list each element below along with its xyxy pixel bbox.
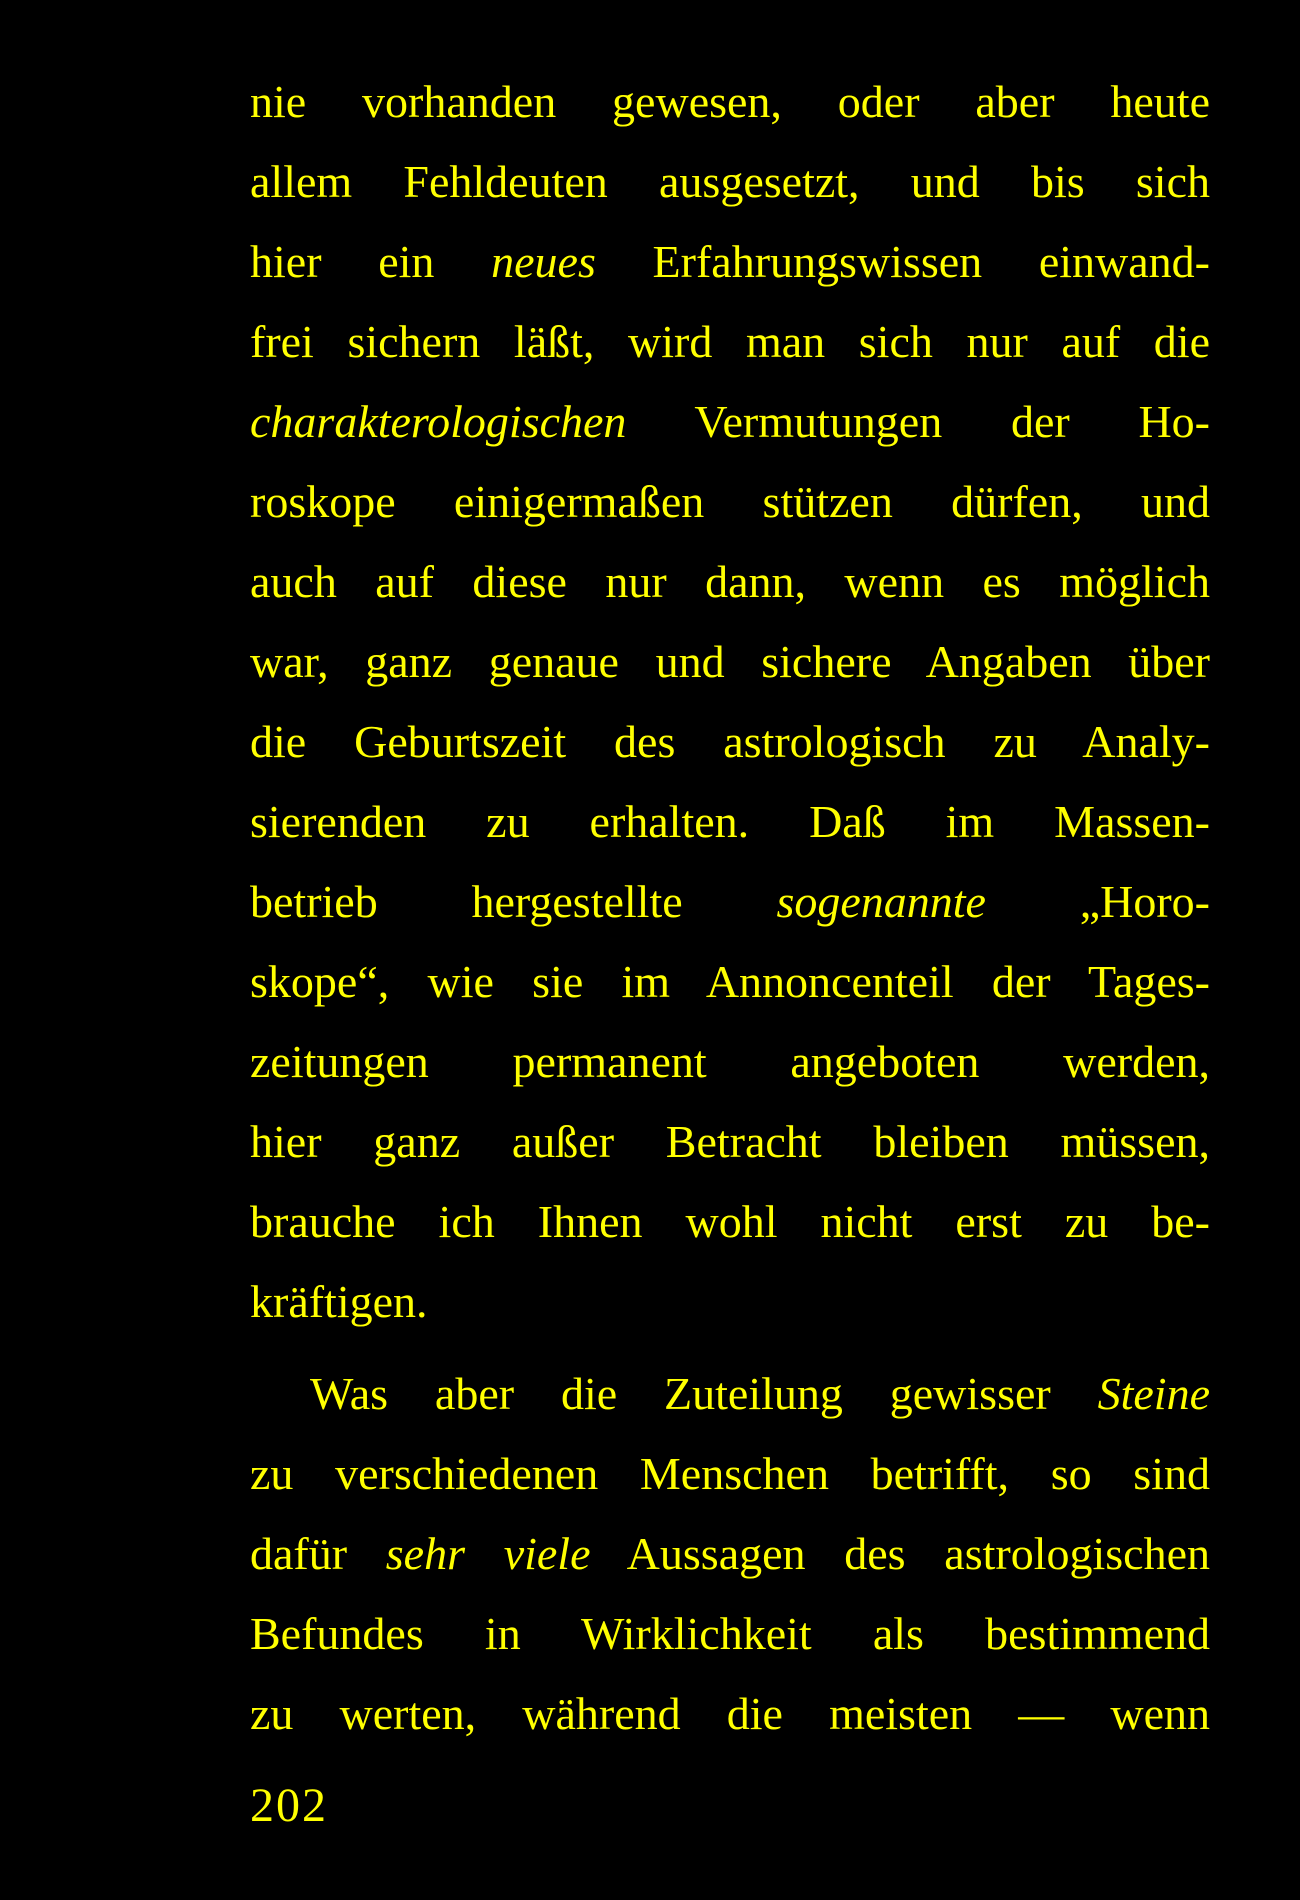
text-run: die Geburtszeit des astrologisch zu Analy- (250, 716, 1210, 767)
text-run: war, ganz genaue und sichere Angaben über (250, 636, 1210, 687)
text-run: allem Fehldeuten ausgesetzt, und bis sich (250, 156, 1210, 207)
text-run: betrieb hergestellte (250, 876, 777, 927)
text-line (250, 1102, 1210, 1182)
text-run: skope“, wie sie im Annoncenteil der Tages- (250, 956, 1210, 1007)
text-line (250, 142, 1210, 222)
paragraph (250, 62, 1210, 1342)
text-run: nie vorhanden gewesen, oder aber heute (250, 76, 1210, 127)
text-line (250, 1674, 1210, 1754)
text-run: kräftigen. (250, 1276, 428, 1327)
text-run: dafür (250, 1528, 386, 1579)
text-line (250, 222, 1210, 302)
text-line (250, 782, 1210, 862)
text-run: brauche ich Ihnen wohl nicht erst zu be- (250, 1196, 1210, 1247)
paragraph-gap (250, 1342, 1210, 1354)
text-run: hier ein (250, 236, 492, 287)
text-line (250, 1594, 1210, 1674)
italic-text: neues (491, 236, 596, 287)
text-line (250, 942, 1210, 1022)
page-number: 202 (250, 1779, 328, 1832)
text-run: zu werten, während die meisten — wenn (250, 1688, 1210, 1739)
text-line (250, 1182, 1210, 1262)
body-text (250, 62, 1210, 1754)
text-line (250, 1354, 1210, 1434)
paragraph (250, 1354, 1210, 1754)
text-line (250, 702, 1210, 782)
text-run: auch auf diese nur dann, wenn es möglich (250, 556, 1210, 607)
text-run: zu verschiedenen Menschen betrifft, so sind (250, 1448, 1210, 1499)
text-line (250, 302, 1210, 382)
text-line (250, 62, 1210, 142)
text-line (250, 1514, 1210, 1594)
text-run: „Horo- (985, 876, 1210, 927)
text-run: hier ganz außer Betracht bleiben müssen, (250, 1116, 1210, 1167)
italic-text: sehr viele (385, 1528, 591, 1579)
italic-text: charakterologischen (250, 396, 627, 447)
text-run: zeitungen permanent angeboten werden, (250, 1036, 1210, 1087)
text-run: Was aber die Zuteilung gewisser (310, 1368, 1098, 1419)
text-run: sierenden zu erhalten. Daß im Massen- (250, 796, 1210, 847)
text-run: Erfahrungswissen einwand- (595, 236, 1210, 287)
text-line (250, 462, 1210, 542)
text-line (250, 382, 1210, 462)
text-line (250, 542, 1210, 622)
italic-text: sogenannte (776, 876, 986, 927)
text-line (250, 622, 1210, 702)
text-line (250, 862, 1210, 942)
text-line (250, 1434, 1210, 1514)
text-run: frei sichern läßt, wird man sich nur auf die (250, 316, 1210, 367)
text-line (250, 1022, 1210, 1102)
text-run: Vermutungen der Ho- (626, 396, 1210, 447)
text-run: Aussagen des astrologischen (590, 1528, 1210, 1579)
text-line (250, 1262, 1210, 1342)
text-run: roskope einigermaßen stützen dürfen, und (250, 476, 1210, 527)
italic-text: Steine (1097, 1368, 1210, 1419)
text-run: Befundes in Wirklichkeit als bestimmend (250, 1608, 1210, 1659)
